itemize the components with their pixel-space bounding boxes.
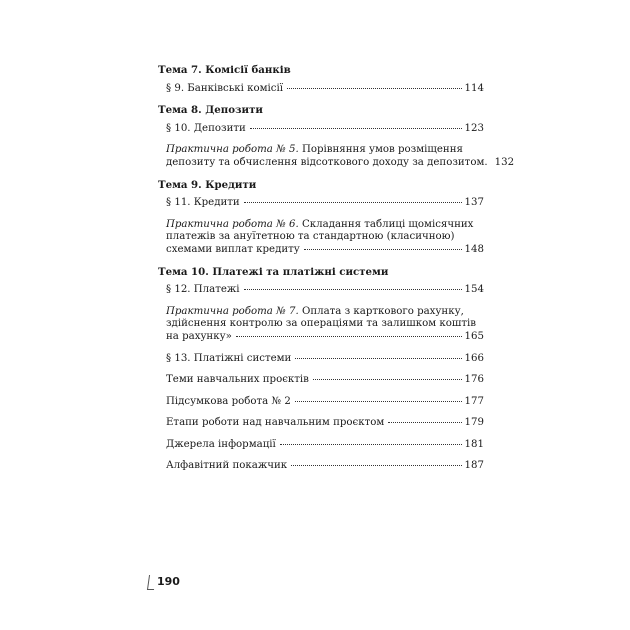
page-number-footer	[148, 572, 178, 592]
toc-entry-practical-work[interactable]	[158, 306, 484, 344]
practical-work-text: на рахунку»	[166, 330, 232, 342]
dot-leader	[304, 249, 462, 250]
table-of-contents	[158, 64, 515, 482]
dot-leader	[287, 88, 462, 89]
toc-entry-label: Етапи роботи над навчальним проєктом	[166, 417, 385, 429]
dot-leader	[250, 128, 462, 129]
toc-page-number: 179	[464, 417, 484, 429]
topic-heading: Тема 8. Депозити	[158, 104, 263, 117]
toc-page-number: 176	[464, 374, 484, 386]
topic-heading: Тема 10. Платежі та платіжні системи	[158, 265, 389, 278]
toc-page-number: 154	[464, 284, 484, 296]
toc-entry-label: § 12. Платежі	[166, 284, 240, 296]
toc-entry[interactable]	[158, 123, 484, 136]
toc-page-number: 165	[464, 330, 484, 342]
toc-entry[interactable]	[158, 417, 484, 430]
toc-entry[interactable]	[158, 197, 484, 210]
toc-page-number: 123	[464, 122, 484, 134]
toc-entry[interactable]	[158, 353, 484, 366]
practical-work-text: схемами виплат кредиту	[166, 243, 300, 255]
toc-entry-label: Теми навчальних проєктів	[166, 374, 309, 386]
toc-page-number: 177	[464, 395, 484, 407]
practical-work-label: Практична робота № 7.	[166, 305, 299, 317]
toc-page-number: 187	[464, 460, 484, 472]
dot-leader	[244, 289, 462, 290]
toc-page-number: 132	[494, 156, 515, 168]
dot-leader	[244, 202, 462, 203]
dot-leader	[280, 444, 462, 445]
page-number: 190	[157, 575, 180, 588]
dot-leader	[291, 465, 461, 466]
toc-entry-label: § 10. Депозити	[166, 122, 246, 134]
practical-work-text: Складання таблиці щомісячних	[301, 218, 474, 230]
toc-entry-label: § 11. Кредити	[166, 197, 240, 209]
dot-leader	[295, 401, 462, 402]
toc-entry-practical-work[interactable]	[158, 219, 484, 257]
practical-work-text: здійснення контролю за операціями та залишком коштів	[166, 318, 476, 330]
dot-leader	[236, 336, 462, 337]
topic-heading: Тема 9. Кредити	[158, 178, 257, 191]
practical-work-text: Оплата з карткового рахунку,	[301, 305, 464, 317]
toc-entry[interactable]	[158, 396, 484, 409]
toc-entry[interactable]	[158, 374, 484, 387]
toc-entry[interactable]	[158, 460, 484, 473]
toc-entry-label: § 9. Банківські комісії	[166, 82, 284, 94]
toc-page-number: 166	[464, 352, 484, 364]
practical-work-label: Практична робота № 5.	[166, 144, 299, 156]
toc-entry[interactable]	[158, 284, 484, 297]
page-corner-mark	[147, 575, 156, 590]
practical-work-label: Практична робота № 6.	[166, 218, 299, 230]
toc-page-number: 137	[464, 197, 484, 209]
topic-heading: Тема 7. Комісії банків	[158, 64, 291, 76]
toc-entry-label: § 13. Платіжні системи	[166, 352, 292, 364]
toc-entry[interactable]	[158, 439, 484, 452]
dot-leader	[313, 379, 462, 380]
toc-entry-label: Підсумкова робота № 2	[166, 395, 291, 407]
toc-page-number: 148	[464, 243, 484, 255]
toc-entry[interactable]	[158, 83, 484, 96]
dot-leader	[295, 358, 461, 359]
practical-work-text: Порівняння умов розміщення	[301, 144, 463, 156]
toc-entry-label: Алфавітний покажчик	[166, 460, 288, 472]
toc-entry-label: Джерела інформації	[166, 438, 276, 450]
toc-page-number: 181	[464, 438, 484, 450]
toc-entry-practical-work[interactable]	[158, 144, 515, 169]
practical-work-text: депозиту та обчислення відсоткового доходу за депозитом.	[166, 156, 488, 168]
dot-leader	[388, 422, 461, 423]
practical-work-text: платежів за ануїтетною та стандартною (класичною)	[166, 231, 455, 243]
toc-page-number: 114	[464, 82, 484, 94]
